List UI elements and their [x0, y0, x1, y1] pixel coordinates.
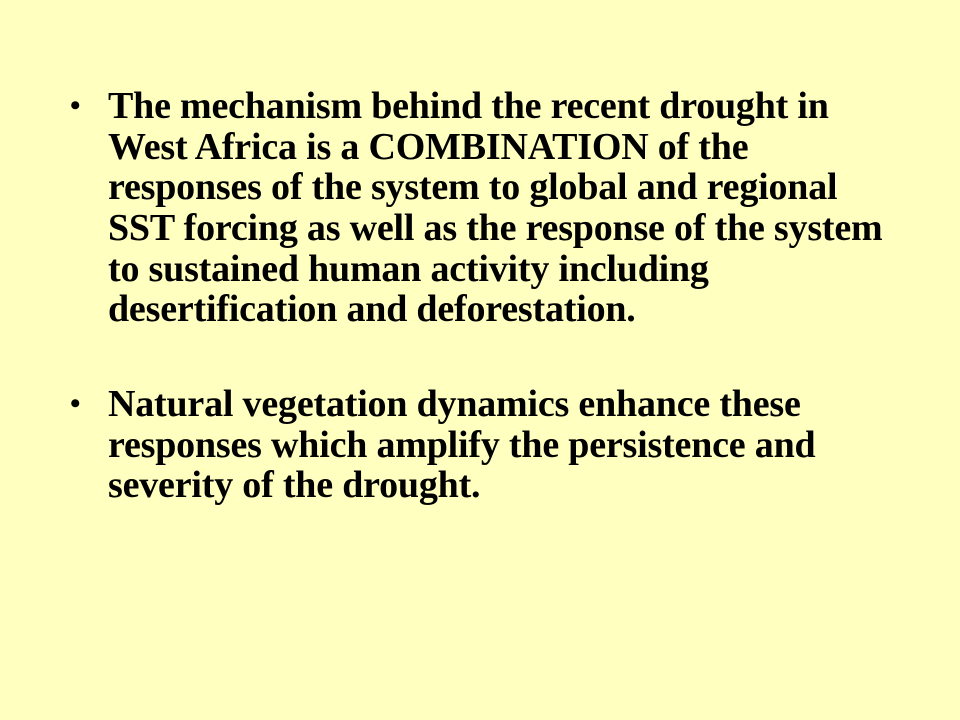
- bullet-text: Natural vegetation dynamics enhance these responses which amplify the persistence and severity of the drought.: [108, 382, 816, 507]
- bullet-list: [62, 86, 900, 506]
- bullet-text: The mechanism behind the recent drought in West Africa is a COMBINATION of the responses of the system to global and regional SST forcing as well as the response of the system to sustained human activity including desertification and deforestation.: [108, 85, 883, 331]
- list-item: [62, 86, 900, 330]
- list-item: [62, 384, 900, 506]
- bullet-marker-icon: •: [70, 386, 81, 420]
- bullet-marker-icon: •: [70, 89, 81, 122]
